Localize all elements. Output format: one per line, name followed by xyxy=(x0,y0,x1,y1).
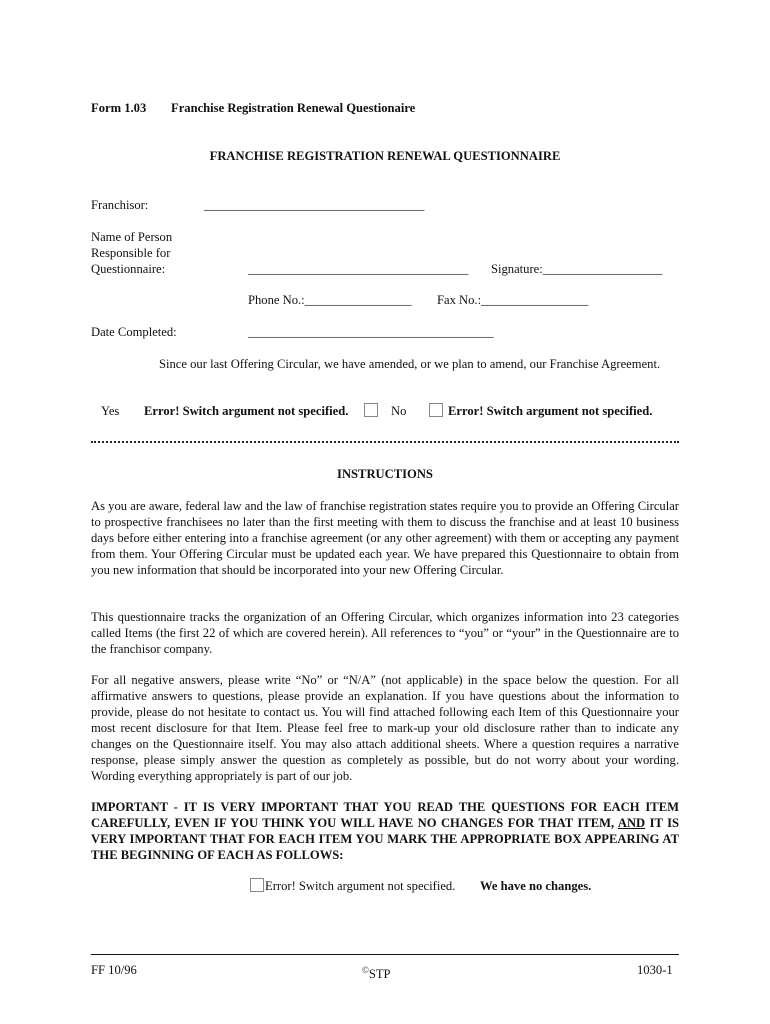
instructions-paragraph-3: For all negative answers, please write “No” or “N/A” (not applicable) in the space below the question. For all affirmative answers to questions, please provide an explanation. If you have questions about the information to provide, please do not hesitate to contact us. You will find attached following each Item of this Questionnaire your most recent disclosure for that Item. Please feel free to mark-up your old disclosure rather than to indicate any changes on the Questionnaire itself. You may also attach additional sheets. Where a question requires a narrative response, please simply answer the question as completely as possible, but do not worry about your wording. Wording everything appropriately is part of our job. xyxy=(91,673,679,783)
form-id: Form 1.03 xyxy=(91,101,147,115)
instructions-heading: INSTRUCTIONS xyxy=(337,467,433,481)
amend-statement: Since our last Offering Circular, we have amended, or we plan to amend, our Franchise Agreement. xyxy=(159,357,661,371)
important-part-2: IT IS VERY IMPORTANT THAT FOR EACH ITEM YOU MARK THE APPROPRIATE BOX APPEARING AT THE BEGINNING OF EACH AS FOLLOWS: xyxy=(91,816,679,862)
date-field[interactable]: _______________________________________ xyxy=(248,325,494,339)
yes-checkbox[interactable] xyxy=(364,403,378,417)
yes-label: Yes xyxy=(101,404,120,418)
instructions-paragraph-2: This questionnaire tracks the organization of an Offering Circular, which organizes information into 23 categories called Items (the first 22 of which are covered herein). All references to “you” or “your” in the Questionnaire are to the franchisor company. xyxy=(91,610,679,656)
no-changes-error-text: Error! Switch argument not specified. xyxy=(265,879,456,893)
franchisor-label: Franchisor: xyxy=(91,198,149,212)
person-label-line-1: Name of Person xyxy=(91,230,173,244)
important-notice xyxy=(91,799,679,863)
footer-copyright xyxy=(362,962,391,982)
important-part-1: IMPORTANT - IT IS VERY IMPORTANT THAT YOU READ THE QUESTIONS FOR EACH ITEM CAREFULLY, EVEN IF YOU THINK YOU WILL HAVE NO CHANGES FOR THAT ITEM, xyxy=(91,800,679,830)
fax-field[interactable]: Fax No.:_________________ xyxy=(437,293,589,307)
footer-page-number: 1030-1 xyxy=(637,963,673,977)
person-label-line-3: Questionnaire: xyxy=(91,262,166,276)
date-label: Date Completed: xyxy=(91,325,177,339)
franchisor-field[interactable]: ___________________________________ xyxy=(204,198,425,212)
yes-error-text: Error! Switch argument not specified. xyxy=(144,404,349,418)
no-changes-label: We have no changes. xyxy=(480,879,592,893)
no-changes-checkbox[interactable] xyxy=(250,878,264,892)
no-checkbox[interactable] xyxy=(429,403,443,417)
page-title: FRANCHISE REGISTRATION RENEWAL QUESTIONNAIRE xyxy=(209,149,561,163)
form-title: Franchise Registration Renewal Questionaire xyxy=(171,101,416,115)
person-field[interactable]: ___________________________________ xyxy=(248,262,469,276)
signature-field[interactable]: Signature:___________________ xyxy=(491,262,663,276)
footer-center-text: STP xyxy=(368,967,391,982)
important-and: AND xyxy=(617,816,646,830)
dotted-divider xyxy=(91,441,679,447)
person-label-line-2: Responsible for xyxy=(91,246,171,260)
copyright-symbol: © xyxy=(362,965,369,975)
no-label: No xyxy=(391,404,407,418)
footer-divider xyxy=(91,954,679,955)
instructions-paragraph-1: As you are aware, federal law and the law of franchise registration states require you to provide an Offering Circular to prospective franchisees no later than the first meeting with them to discuss the franchise and at least 10 business days before either entering into a franchise agreement (or any other agreement) with them or accepting any payment from them. Your Offering Circular must be updated each year. We have prepared this Questionnaire to obtain from you new information that should be incorporated into your new Offering Circular. xyxy=(91,499,679,577)
no-error-text: Error! Switch argument not specified. xyxy=(448,404,653,418)
footer-form-code: FF 10/96 xyxy=(91,963,137,977)
phone-field[interactable]: Phone No.:_________________ xyxy=(248,293,412,307)
